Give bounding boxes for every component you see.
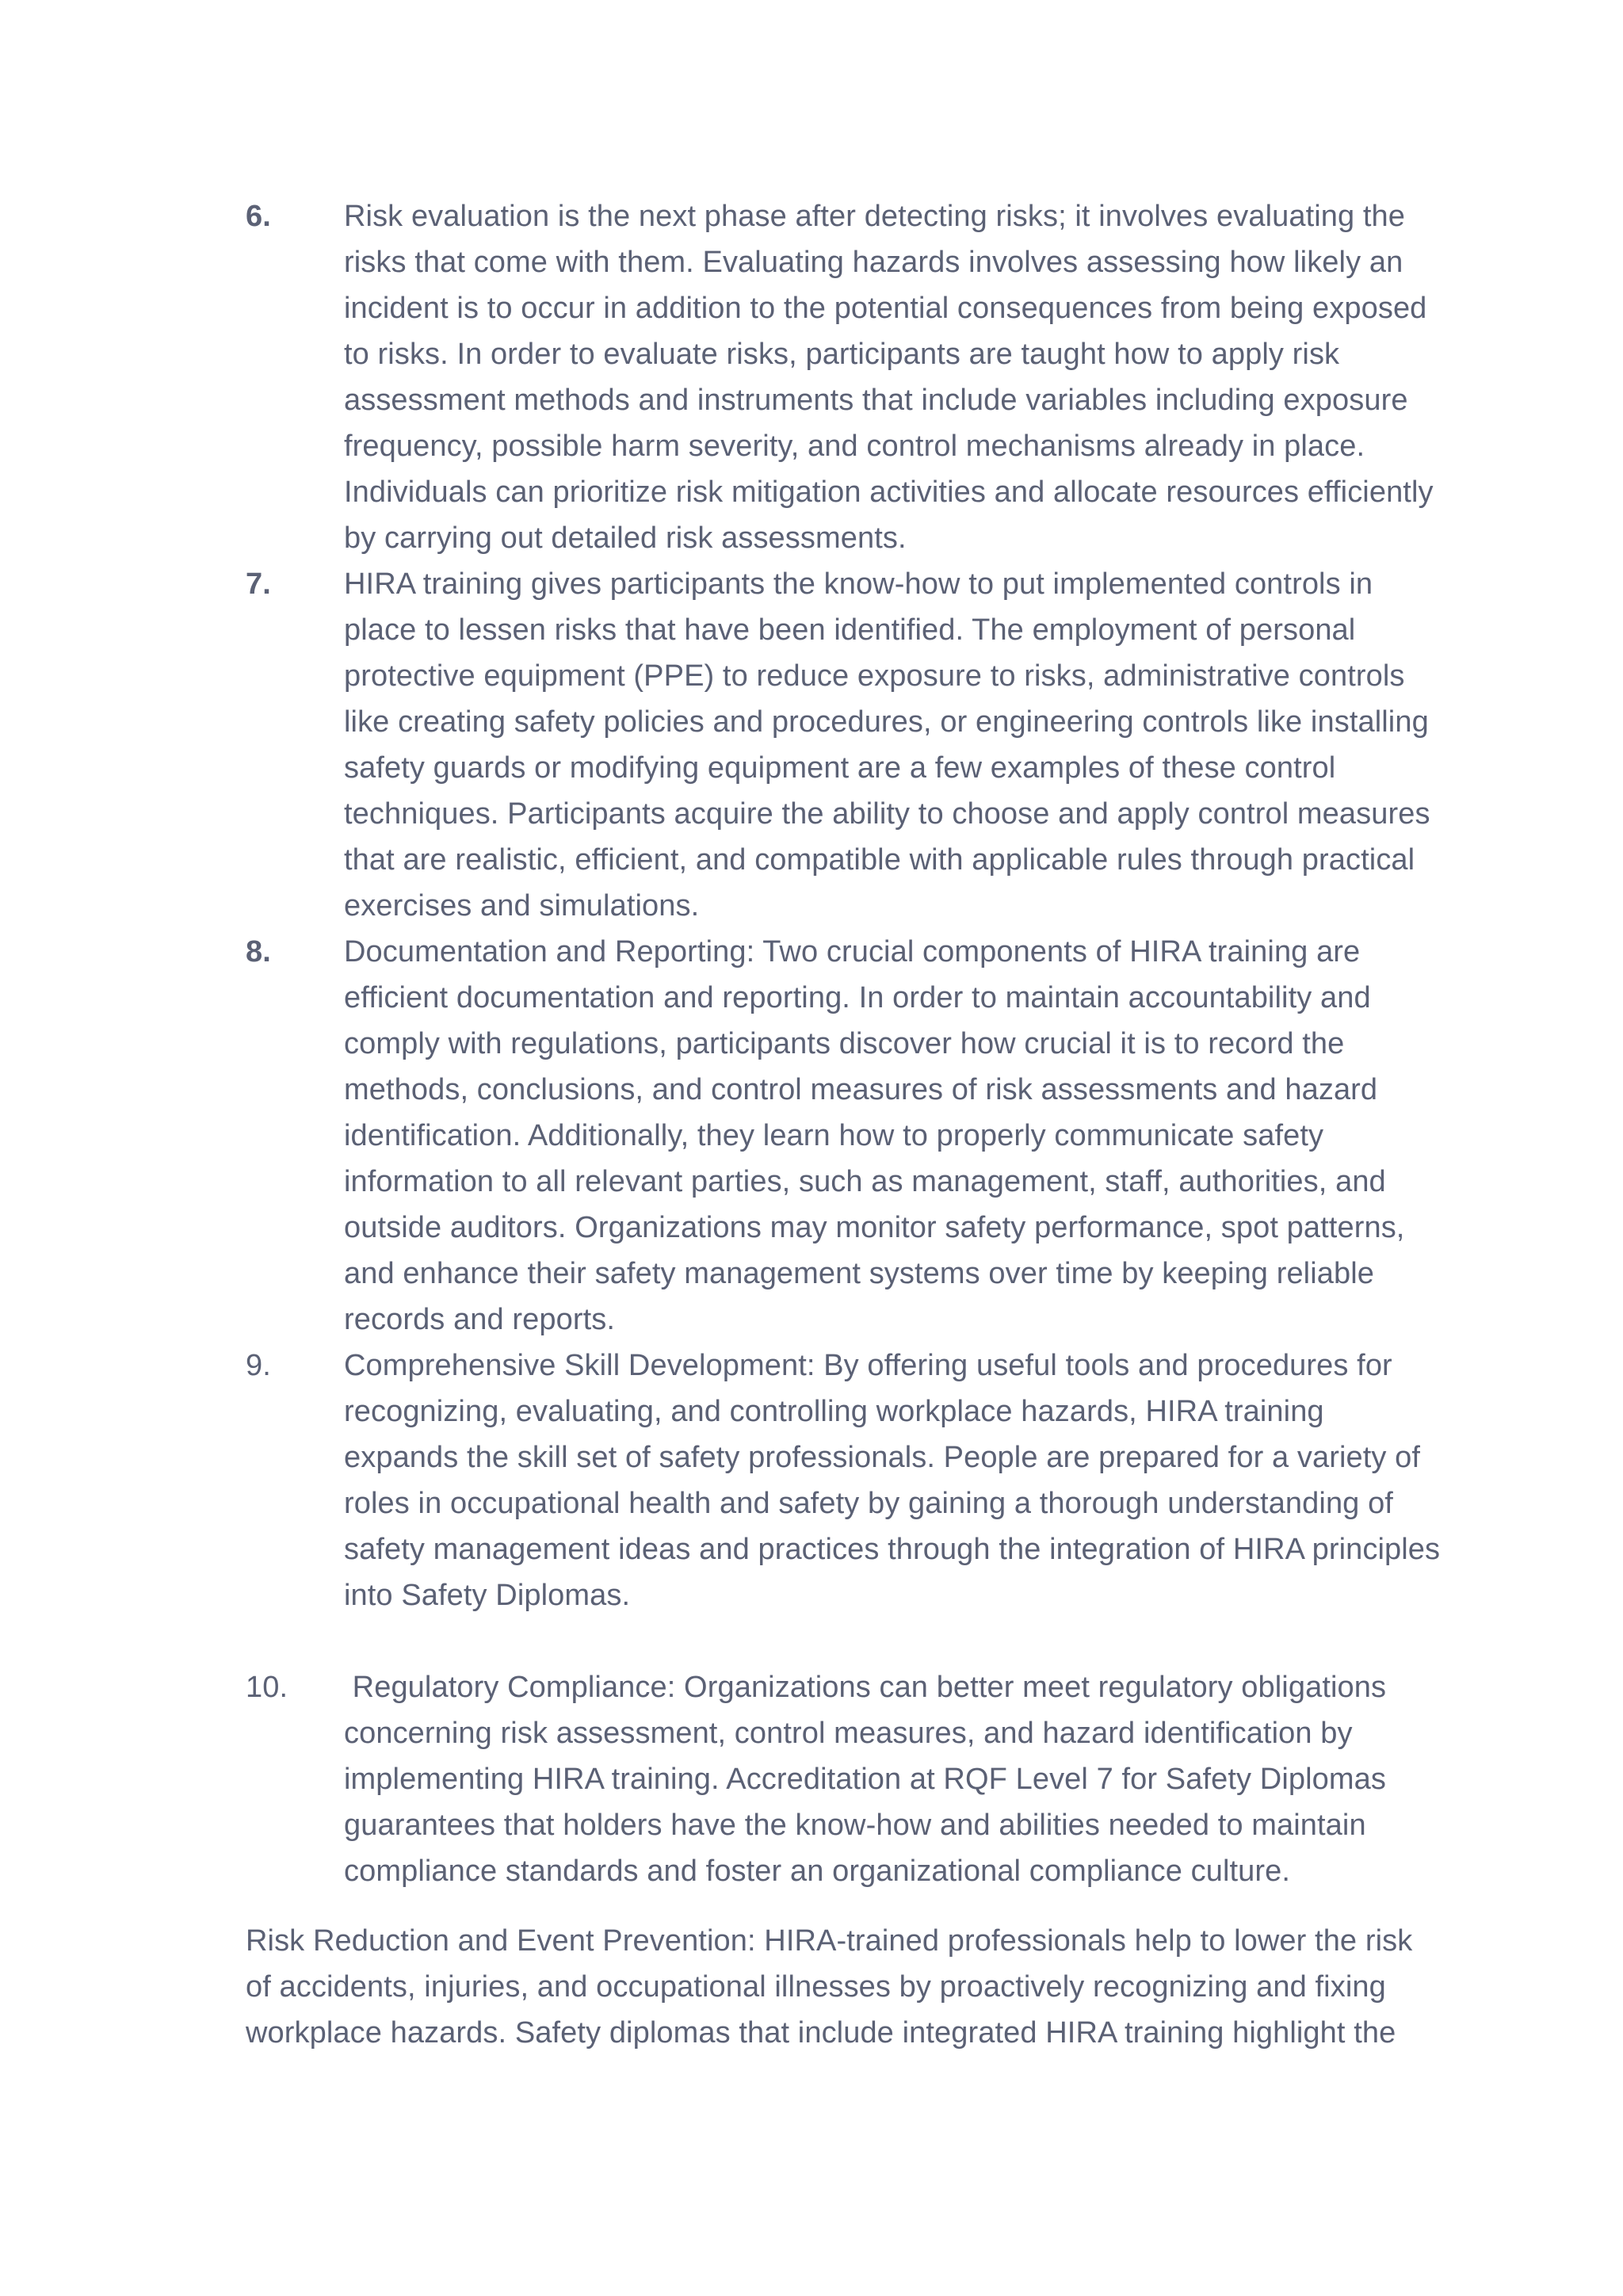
list-item-6 bbox=[246, 193, 1442, 561]
list-item-8 bbox=[246, 929, 1442, 1343]
list-number: 10. bbox=[246, 1671, 288, 1704]
list-number: 7. bbox=[246, 567, 271, 601]
list-item-9 bbox=[246, 1343, 1442, 1618]
list-item-text: Comprehensive Skill Development: By offering useful tools and procedures for recognizing, evaluating, and controlling workplace hazards, HIRA training expands the skill set of safety professionals. People are prepared for a variety of roles in occupational health and safety by gaining a thorough understanding of safety management ideas and practices through the integration of HIRA principles into Safety Diplomas. bbox=[344, 1349, 1441, 1612]
closing-paragraph: Risk Reduction and Event Prevention: HIRA-trained professionals help to lower the risk of accidents, injuries, and occupational illnesses by proactively recognizing and fixing workplace hazards. Safety diplomas that include integrated HIRA training highlight the bbox=[246, 1924, 1413, 2050]
list-item-text: Risk evaluation is the next phase after detecting risks; it involves evaluating the risks that come with them. Evaluating hazards involves assessing how likely an incident is to occur in addition to the potential consequences from being exposed to risks. In order to evaluate risks, participants are taught how to apply risk assessment methods and instruments that include variables including exposure frequency, possible harm severity, and control mechanisms already in place. Individuals can prioritize risk mitigation activities and allocate resources efficiently by carrying out detailed risk assessments. bbox=[344, 200, 1434, 555]
list-item-10 bbox=[246, 1664, 1442, 1894]
list-number: 9. bbox=[246, 1349, 271, 1382]
list-item-text: Documentation and Reporting: Two crucial components of HIRA training are efficient documentation and reporting. In order to maintain accountability and comply with regulations, participants discover how crucial it is to record the methods, conclusions, and control measures of risk assessments and hazard identification. Additionally, they learn how to properly communicate safety information to all relevant parties, such as management, staff, authorities, and outside auditors. Organizations may monitor safety performance, spot patterns, and enhance their safety management systems over time by keeping reliable records and reports. bbox=[344, 935, 1405, 1336]
document-body bbox=[246, 193, 1442, 2086]
list-item-7 bbox=[246, 561, 1442, 929]
list-item-text: Regulatory Compliance: Organizations can better meet regulatory obligations concerning risk assessment, control measures, and hazard identification by implementing HIRA training. Accreditation at RQF Level 7 for Safety Diplomas guarantees that holders have the know-how and abilities needed to maintain compliance standards and foster an organizational compliance culture. bbox=[344, 1671, 1395, 1888]
list-item-text: HIRA training gives participants the know-how to put implemented controls in place to lessen risks that have been identified. The employment of personal protective equipment (PPE) to reduce exposure to risks, administrative controls like creating safety policies and procedures, or engineering controls like installing safety guards or modifying equipment are a few examples of these control techniques. Participants acquire the ability to choose and apply control measures that are realistic, efficient, and compatible with applicable rules through practical exercises and simulations. bbox=[344, 567, 1430, 923]
blank-line bbox=[246, 1618, 1442, 1664]
list-number: 6. bbox=[246, 200, 271, 233]
list-number: 8. bbox=[246, 935, 271, 968]
